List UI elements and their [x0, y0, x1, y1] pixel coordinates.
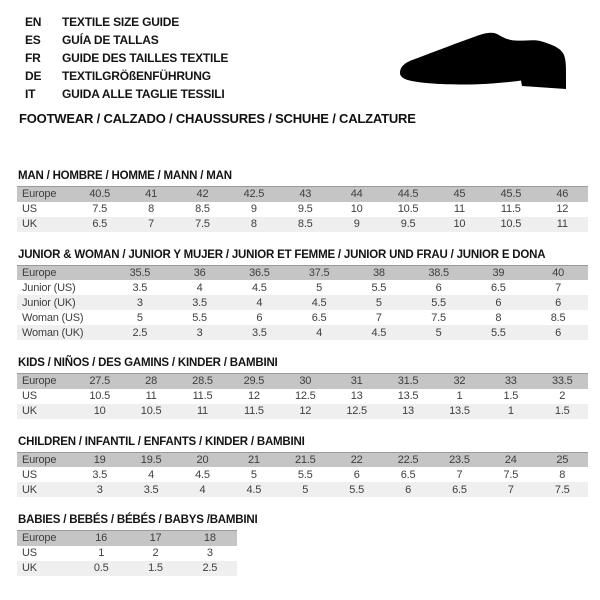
table-row [17, 467, 588, 482]
size-cell: 44.5 [397, 188, 419, 201]
size-tables [17, 153, 589, 576]
table-row [17, 389, 588, 404]
size-cell: 7 [555, 281, 562, 294]
size-cell: 40.5 [89, 188, 110, 201]
size-cell: 6 [353, 468, 360, 481]
size-cell: 5.5 [349, 483, 364, 496]
size-cell: 46 [556, 188, 569, 201]
row-label: UK [22, 218, 37, 230]
guide-title-en: TEXTILE SIZE GUIDE [62, 15, 180, 29]
language-row-it [25, 85, 228, 103]
size-cell: 8.5 [550, 311, 566, 324]
size-cell: 3 [96, 483, 103, 496]
size-cell: 32 [453, 375, 466, 388]
size-cell: 36.5 [249, 266, 270, 279]
table-row [17, 452, 588, 467]
table-row [17, 187, 588, 202]
size-cell: 31 [350, 375, 363, 388]
table-row [17, 482, 588, 497]
size-cell: 10 [350, 203, 363, 215]
size-cell: 0.5 [93, 562, 109, 574]
size-cell: 4 [196, 281, 203, 294]
size-grid [17, 373, 588, 419]
size-cell: 8.5 [195, 203, 210, 215]
size-cell: 21 [247, 453, 260, 466]
size-cell: 12 [556, 203, 569, 215]
table-row [17, 310, 588, 325]
size-cell: 7 [456, 468, 463, 481]
row-label: Europe [22, 453, 57, 466]
size-cell: 5.5 [371, 281, 387, 294]
size-cell: 2 [559, 390, 566, 402]
guide-title-it: GUIDA ALLE TAGLIE TESSILI [62, 87, 225, 101]
row-label: Europe [22, 532, 57, 545]
size-cell: 28.5 [192, 375, 213, 388]
row-label: UK [22, 483, 37, 496]
size-cell: 6.5 [311, 311, 327, 324]
size-table [17, 436, 589, 498]
table-row [17, 404, 588, 419]
size-cell: 13.5 [397, 390, 419, 402]
size-cell: 22.5 [397, 453, 419, 466]
table-row [17, 531, 237, 546]
size-cell: 1.5 [148, 562, 163, 574]
size-cell: 5 [435, 326, 442, 339]
size-cell: 20 [196, 453, 209, 466]
row-label: UK [22, 562, 37, 574]
size-cell: 5 [375, 296, 382, 309]
table-title: KIDS / NIÑOS / DES GAMINS / KINDER / BAMBINI [18, 357, 278, 369]
size-cell: 3.5 [132, 281, 148, 294]
size-cell: 38 [372, 266, 385, 279]
size-cell: 33.5 [551, 375, 573, 388]
size-cell: 25 [556, 453, 569, 466]
size-cell: 6.5 [400, 468, 416, 481]
size-cell: 5.5 [192, 311, 207, 324]
size-cell: 2.5 [202, 562, 218, 574]
size-cell: 6 [555, 296, 562, 309]
size-cell: 13.5 [449, 405, 470, 417]
size-cell: 3 [136, 296, 143, 309]
size-cell: 8 [250, 218, 257, 230]
size-cell: 5.5 [491, 326, 506, 339]
size-cell: 7 [375, 311, 382, 324]
size-cell: 10 [93, 405, 106, 417]
language-code: EN [25, 15, 42, 29]
size-cell: 11 [145, 390, 157, 402]
language-row-fr [25, 49, 228, 67]
size-cell: 3 [196, 326, 203, 339]
row-label: Junior (UK) [22, 296, 76, 309]
size-cell: 4 [316, 326, 323, 339]
size-cell: 42.5 [243, 188, 265, 201]
row-label: Woman (US) [22, 311, 84, 324]
size-cell: 3.5 [143, 483, 159, 496]
size-cell: 11.5 [192, 390, 213, 402]
table-row [17, 280, 588, 295]
size-cell: 41 [145, 188, 157, 201]
table-row [17, 546, 237, 561]
table-title: BABIES / BEBÉS / BÉBÉS / BABYS /BAMBINI [18, 514, 258, 526]
size-grid [17, 186, 588, 232]
size-cell: 1 [456, 390, 463, 402]
size-table [17, 170, 589, 232]
size-cell: 22 [350, 453, 363, 466]
size-cell: 19.5 [140, 453, 162, 466]
language-code: DE [25, 69, 42, 83]
size-cell: 5.5 [297, 468, 313, 481]
size-cell: 19 [93, 453, 106, 466]
size-cell: 5 [250, 468, 257, 481]
row-label: US [22, 390, 37, 402]
size-cell: 7.5 [503, 468, 519, 481]
size-cell: 1.5 [503, 390, 519, 402]
size-cell: 23.5 [449, 453, 470, 466]
size-cell: 7 [507, 483, 514, 496]
row-label: Europe [22, 188, 57, 201]
row-label: Europe [22, 266, 57, 279]
size-cell: 8.5 [297, 218, 313, 230]
size-cell: 7 [148, 218, 155, 230]
size-cell: 6 [405, 483, 411, 496]
language-row-es [25, 31, 228, 49]
size-cell: 43 [299, 188, 312, 201]
size-cell: 21.5 [294, 453, 316, 466]
size-cell: 11.5 [243, 405, 264, 417]
size-cell: 6.5 [92, 218, 108, 230]
language-code: ES [25, 33, 41, 47]
guide-title-es: GUÍA DE TALLAS [62, 33, 159, 47]
size-cell: 40 [552, 266, 565, 279]
size-cell: 7.5 [195, 218, 210, 230]
size-cell: 3.5 [192, 296, 207, 309]
size-cell: 45.5 [500, 188, 522, 201]
size-cell: 24 [504, 453, 517, 466]
size-cell: 4 [256, 296, 263, 309]
size-cell: 27.5 [89, 375, 110, 388]
size-cell: 6 [495, 296, 502, 309]
size-cell: 3.5 [92, 468, 108, 481]
table-row [17, 561, 237, 576]
table-title: CHILDREN / INFANTIL / ENFANTS / KINDER / BAMBINI [18, 435, 305, 448]
size-cell: 13 [402, 405, 414, 417]
size-grid [17, 265, 588, 341]
size-cell: 6 [435, 281, 442, 294]
language-row-de [25, 67, 228, 85]
size-cell: 6.5 [491, 281, 506, 294]
table-row [17, 202, 588, 217]
size-cell: 9.5 [400, 218, 416, 230]
table-title: MAN / HOMBRE / HOMME / MANN / MAN [18, 170, 232, 182]
size-cell: 4.5 [371, 326, 387, 339]
size-cell: 13 [350, 390, 363, 402]
size-cell: 11 [556, 218, 568, 230]
size-cell: 29.5 [243, 375, 265, 388]
size-cell: 30 [299, 375, 312, 388]
size-cell: 8 [495, 311, 502, 324]
size-cell: 3.5 [252, 326, 267, 339]
language-title-list [25, 13, 228, 103]
size-cell: 10.5 [500, 218, 522, 230]
row-label: US [22, 203, 37, 215]
size-cell: 9.5 [297, 203, 313, 215]
size-cell: 28 [145, 375, 157, 388]
guide-title-fr: GUIDE DES TAILLES TEXTILE [62, 51, 229, 65]
size-table [17, 357, 589, 419]
category-heading: FOOTWEAR / CALZADO / CHAUSSURES / SCHUHE / CALZATURE [19, 111, 416, 126]
size-cell: 4.5 [311, 296, 327, 309]
dress-shoe-icon [397, 31, 569, 93]
row-label: Europe [22, 375, 57, 388]
size-cell: 4.5 [195, 468, 210, 481]
table-row [17, 265, 588, 280]
size-cell: 2.5 [132, 326, 148, 339]
size-cell: 4.5 [252, 281, 267, 294]
row-label: UK [22, 405, 37, 417]
size-cell: 5.5 [431, 296, 446, 309]
table-row [17, 325, 588, 340]
size-cell: 5 [302, 483, 309, 496]
size-cell: 6.5 [452, 483, 467, 496]
size-cell: 8 [559, 468, 566, 481]
size-cell: 38.5 [428, 266, 449, 279]
size-cell: 16 [95, 532, 108, 545]
table-title: JUNIOR & WOMAN / JUNIOR Y MUJER / JUNIOR ET FEMME / JUNIOR UND FRAU / JUNIOR E DONA [18, 248, 546, 261]
size-cell: 11.5 [500, 203, 521, 215]
size-cell: 33 [504, 375, 517, 388]
size-cell: 35.5 [129, 266, 151, 279]
size-cell: 44 [350, 188, 363, 201]
size-cell: 36 [193, 266, 206, 279]
size-cell: 11 [196, 405, 208, 417]
size-cell: 4 [199, 483, 206, 496]
size-grid [17, 452, 588, 498]
size-cell: 10.5 [140, 405, 162, 417]
size-cell: 39 [492, 266, 505, 279]
size-cell: 9 [250, 203, 257, 215]
size-cell: 10.5 [397, 203, 419, 215]
size-cell: 3 [206, 547, 213, 559]
row-label: US [22, 547, 37, 559]
size-cell: 6 [555, 326, 562, 339]
size-cell: 6 [256, 311, 263, 324]
size-cell: 1 [507, 405, 514, 417]
size-cell: 8 [148, 203, 155, 215]
size-cell: 18 [203, 532, 216, 545]
size-cell: 12.5 [294, 390, 316, 402]
size-cell: 4.5 [246, 483, 262, 496]
size-cell: 7.5 [554, 483, 570, 496]
size-cell: 12 [299, 405, 312, 417]
size-cell: 4 [148, 468, 155, 481]
size-cell: 10 [453, 218, 466, 230]
table-row [17, 374, 588, 389]
size-table [17, 514, 589, 576]
row-label: US [22, 468, 37, 481]
size-cell: 7.5 [92, 203, 108, 215]
size-cell: 42 [196, 188, 209, 201]
size-cell: 31.5 [397, 375, 419, 388]
size-grid [17, 530, 237, 576]
size-cell: 11 [453, 203, 465, 215]
size-cell: 37.5 [308, 266, 330, 279]
size-cell: 17 [149, 532, 162, 545]
size-table [17, 249, 589, 341]
size-cell: 9 [353, 218, 360, 230]
table-row [17, 295, 588, 310]
row-label: Woman (UK) [22, 326, 84, 339]
size-cell: 5 [136, 311, 143, 324]
size-cell: 10.5 [89, 390, 110, 402]
size-cell: 12.5 [346, 405, 367, 417]
size-cell: 5 [316, 281, 323, 294]
size-cell: 12 [247, 390, 260, 402]
table-row [17, 217, 588, 232]
row-label: Junior (US) [22, 281, 76, 294]
language-code: FR [25, 51, 41, 65]
language-code: IT [25, 87, 36, 101]
size-cell: 2 [152, 547, 159, 559]
guide-title-de: TEXTILGRÖßENFÜHRUNG [62, 69, 211, 83]
size-cell: 7.5 [431, 311, 446, 324]
language-row-en [25, 13, 228, 31]
size-cell: 1 [98, 547, 105, 559]
size-cell: 45 [453, 188, 466, 201]
size-cell: 1.5 [554, 405, 570, 417]
